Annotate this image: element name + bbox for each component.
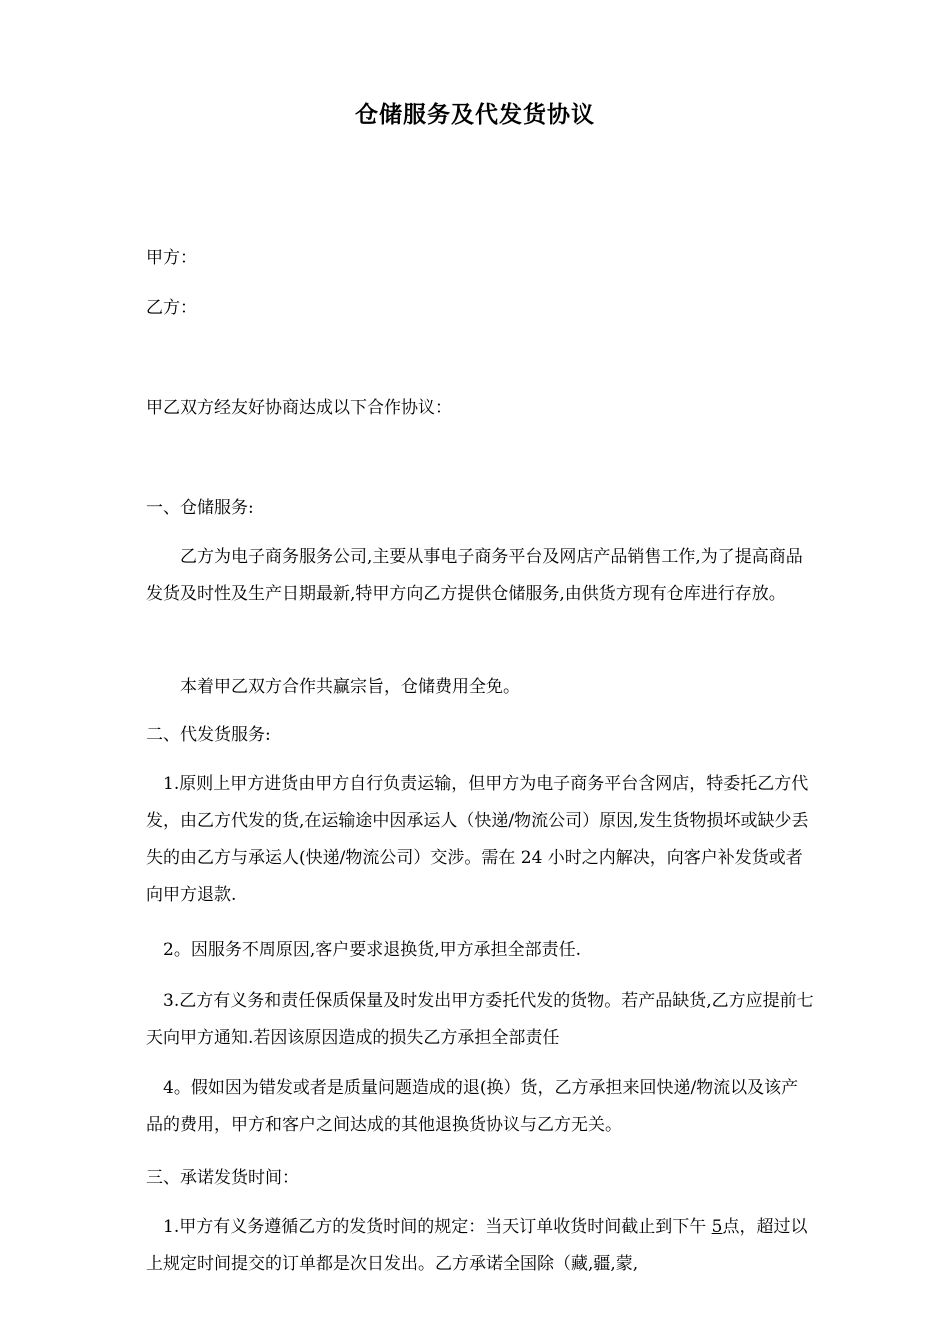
section-1-paragraph-2: [146, 669, 814, 706]
section-2-item-2: [146, 932, 814, 969]
section-1-p2-text: 本着甲乙双方合作共赢宗旨，仓储费用全免。: [180, 677, 520, 697]
section-2-item-4: [146, 1070, 814, 1144]
section-2-item-1-text: 1.原则上甲方进货由甲方自行负责运输，但甲方为电子商务平台含网店，特委托乙方代发，由乙方代发的货,在运输途中因承运人（快递/物流公司）原因,发生货物损坏或缺少丢失的由乙方与承运人(快递/物流公司）交涉。需在 24 小时之内解决，向客户补发货或者向甲方退款.: [146, 774, 809, 905]
section-1-paragraph-1: [146, 539, 814, 613]
section-3-item-1-post: 点，超过以上规定时间提交的订单都是次日发出。乙方承诺全国除（藏,疆,蒙,: [146, 1217, 808, 1274]
section-2-item-3-text: 3.乙方有义务和责任保质保量及时发出甲方委托代发的货物。若产品缺货,乙方应提前七天向甲方通知.若因该原因造成的损失乙方承担全部责任: [146, 991, 814, 1048]
section-1-heading: 一、仓储服务:: [146, 498, 254, 518]
section-3-heading: 三、承诺发货时间：: [146, 1168, 299, 1188]
intro-paragraph: 甲乙双方经友好协商达成以下合作协议：: [146, 398, 452, 418]
section-2-heading: 二、代发货服务:: [146, 725, 271, 745]
section-3-item-1: [146, 1209, 814, 1283]
section-2-item-2-text: 2。因服务不周原因,客户要求退换货,甲方承担全部责任.: [163, 940, 582, 960]
party-a-label: 甲方：: [146, 248, 197, 268]
section-2-item-3: [146, 983, 814, 1057]
cutoff-hour-value: 5: [711, 1217, 723, 1237]
party-b-label: 乙方：: [146, 298, 197, 318]
section-1-p1-text: 乙方为电子商务服务公司,主要从事电子商务平台及网店产品销售工作,为了提高商品发货及时性及生产日期最新,特甲方向乙方提供仓储服务,由供货方现有仓库进行存放。: [146, 547, 803, 604]
section-2-item-1: [146, 766, 814, 914]
section-3-item-1-text: [146, 1209, 814, 1283]
document-title: 仓储服务及代发货协议: [355, 101, 595, 128]
section-3-item-1-pre: 1.甲方有义务遵循乙方的发货时间的规定：当天订单收货时间截止到下午: [163, 1217, 712, 1237]
section-2-item-4-text: 4。假如因为错发或者是质量问题造成的退(换）货，乙方承担来回快递/物流以及该产品的费用，甲方和客户之间达成的其他退换货协议与乙方无关。: [146, 1078, 799, 1135]
